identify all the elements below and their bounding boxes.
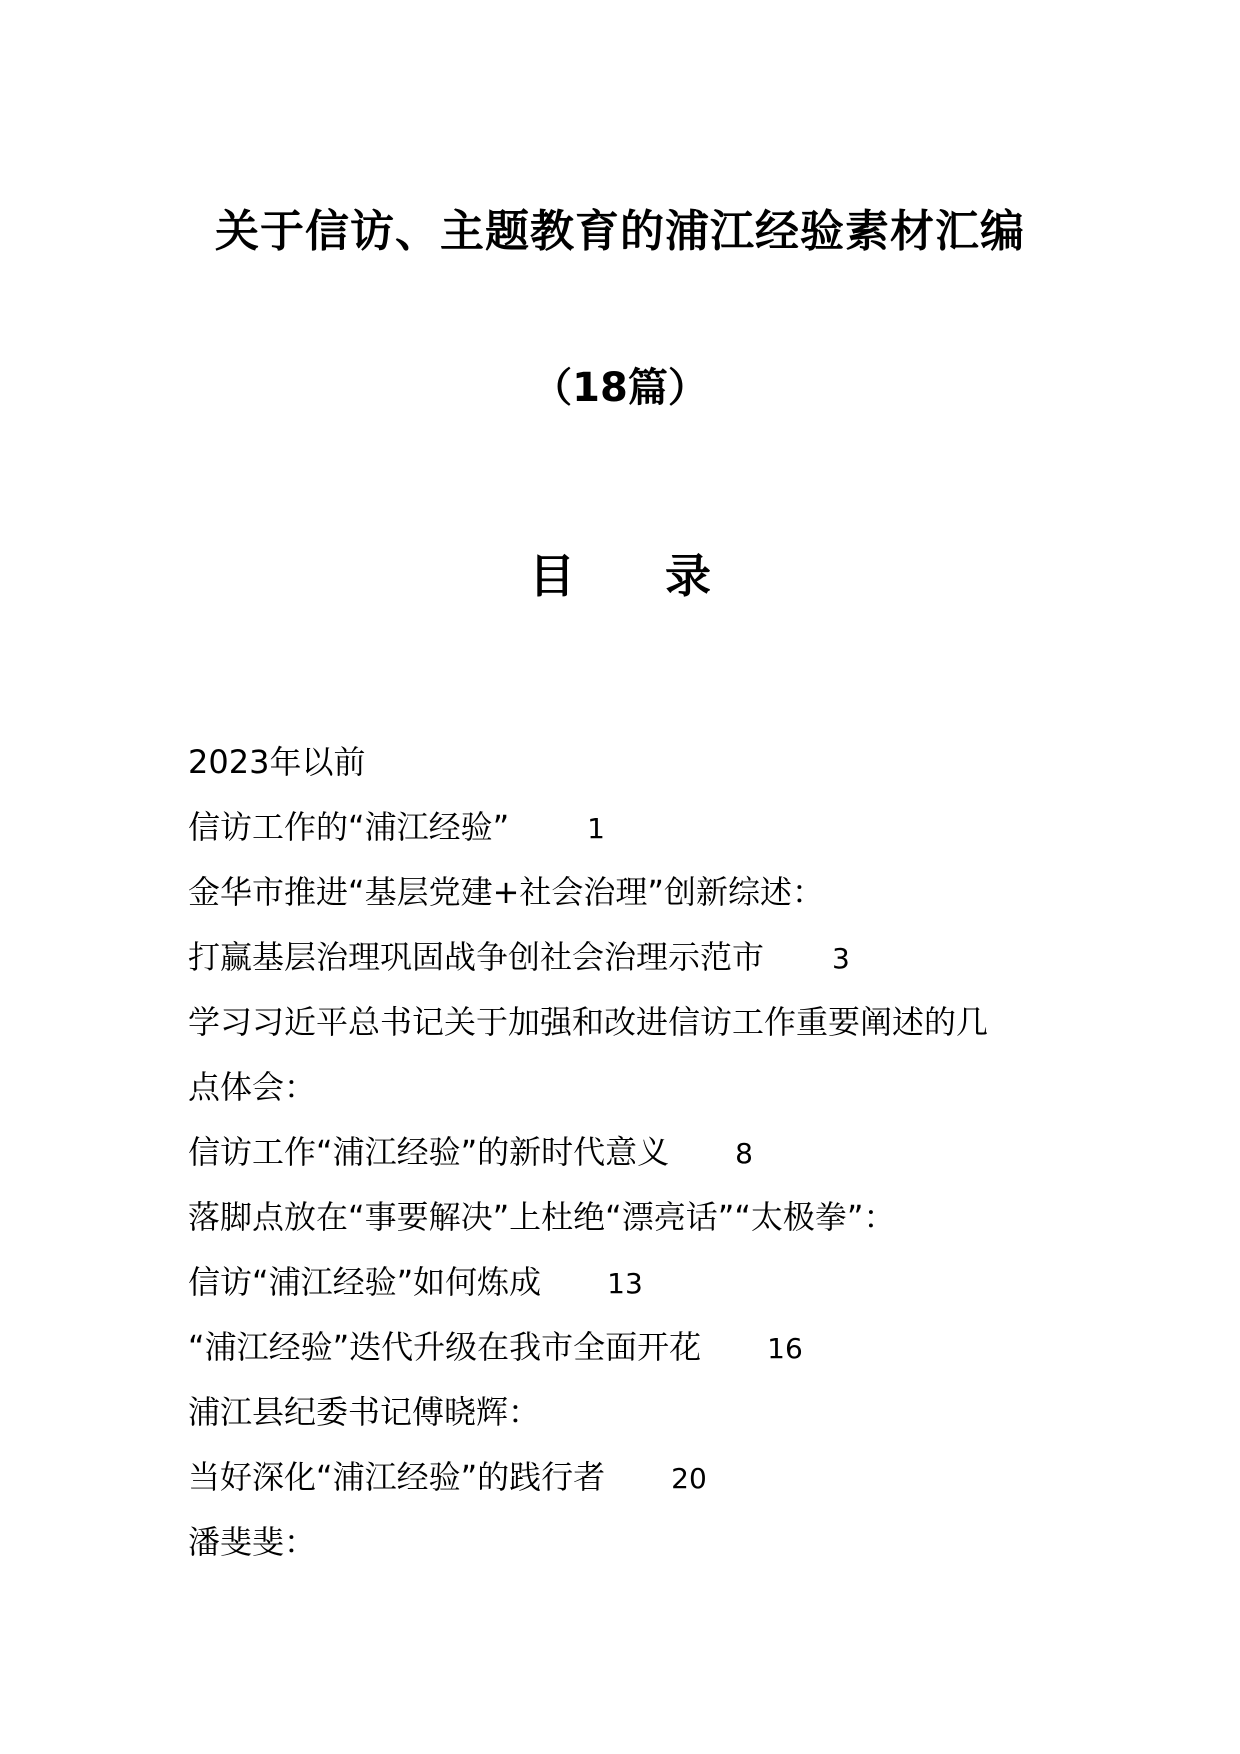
toc-entry-subtitle-line[interactable] <box>188 1185 1088 1250</box>
toc-entry-subtitle-line[interactable] <box>188 990 1088 1055</box>
toc-entry-text: 潘斐斐： <box>188 1523 317 1561</box>
table-of-contents <box>188 730 1088 1575</box>
toc-entry-text: 当好深化“浦江经验”的践行者 <box>188 1458 606 1496</box>
toc-entry-text: 落脚点放在“事要解决”上杜绝“漂亮话”“太极拳”： <box>188 1198 896 1236</box>
toc-entry-subtitle-line[interactable] <box>188 1380 1088 1445</box>
toc-line-text: 2023年以前 <box>188 743 366 781</box>
toc-heading <box>0 546 1240 606</box>
toc-page-number: 1 <box>587 812 605 845</box>
toc-entry-subtitle-line[interactable] <box>188 860 1088 925</box>
document-title: 关于信访、主题教育的浦江经验素材汇编 <box>215 206 1025 257</box>
toc-page-number: 13 <box>607 1267 643 1300</box>
toc-entry-text: 信访工作“浦江经验”的新时代意义 <box>188 1133 670 1171</box>
toc-page-number: 16 <box>767 1332 803 1365</box>
toc-entry-text: 学习习近平总书记关于加强和改进信访工作重要阐述的几 <box>188 1003 989 1041</box>
toc-heading-char-left: 目 <box>529 549 575 603</box>
toc-entry[interactable] <box>188 925 1088 990</box>
toc-entry-subtitle-line[interactable] <box>188 1055 1088 1120</box>
document-subtitle: （18篇） <box>532 365 708 411</box>
toc-entry-text: 信访工作的“浦江经验” <box>188 808 510 846</box>
toc-heading-char-right: 录 <box>665 549 711 603</box>
toc-page-number: 8 <box>735 1137 753 1170</box>
toc-entry-text: “浦江经验”迭代升级在我市全面开花 <box>188 1328 702 1366</box>
toc-entry[interactable] <box>188 795 1088 860</box>
toc-entry[interactable] <box>188 1120 1088 1185</box>
toc-page-number: 20 <box>671 1462 707 1495</box>
toc-line-section-header <box>188 730 1088 795</box>
toc-entry-subtitle-line[interactable] <box>188 1510 1088 1575</box>
toc-entry-text: 打赢基层治理巩固战争创社会治理示范市 <box>188 938 765 976</box>
toc-entry-text: 点体会： <box>188 1068 317 1106</box>
toc-entry[interactable] <box>188 1315 1088 1380</box>
toc-entry-text: 浦江县纪委书记傅晓辉： <box>188 1393 541 1431</box>
toc-entry[interactable] <box>188 1250 1088 1315</box>
toc-entry-text: 金华市推进“基层党建+社会治理”创新综述： <box>188 873 824 911</box>
toc-page-number: 3 <box>832 942 850 975</box>
toc-entry[interactable] <box>188 1445 1088 1510</box>
toc-entry-text: 信访“浦江经验”如何炼成 <box>188 1263 542 1301</box>
